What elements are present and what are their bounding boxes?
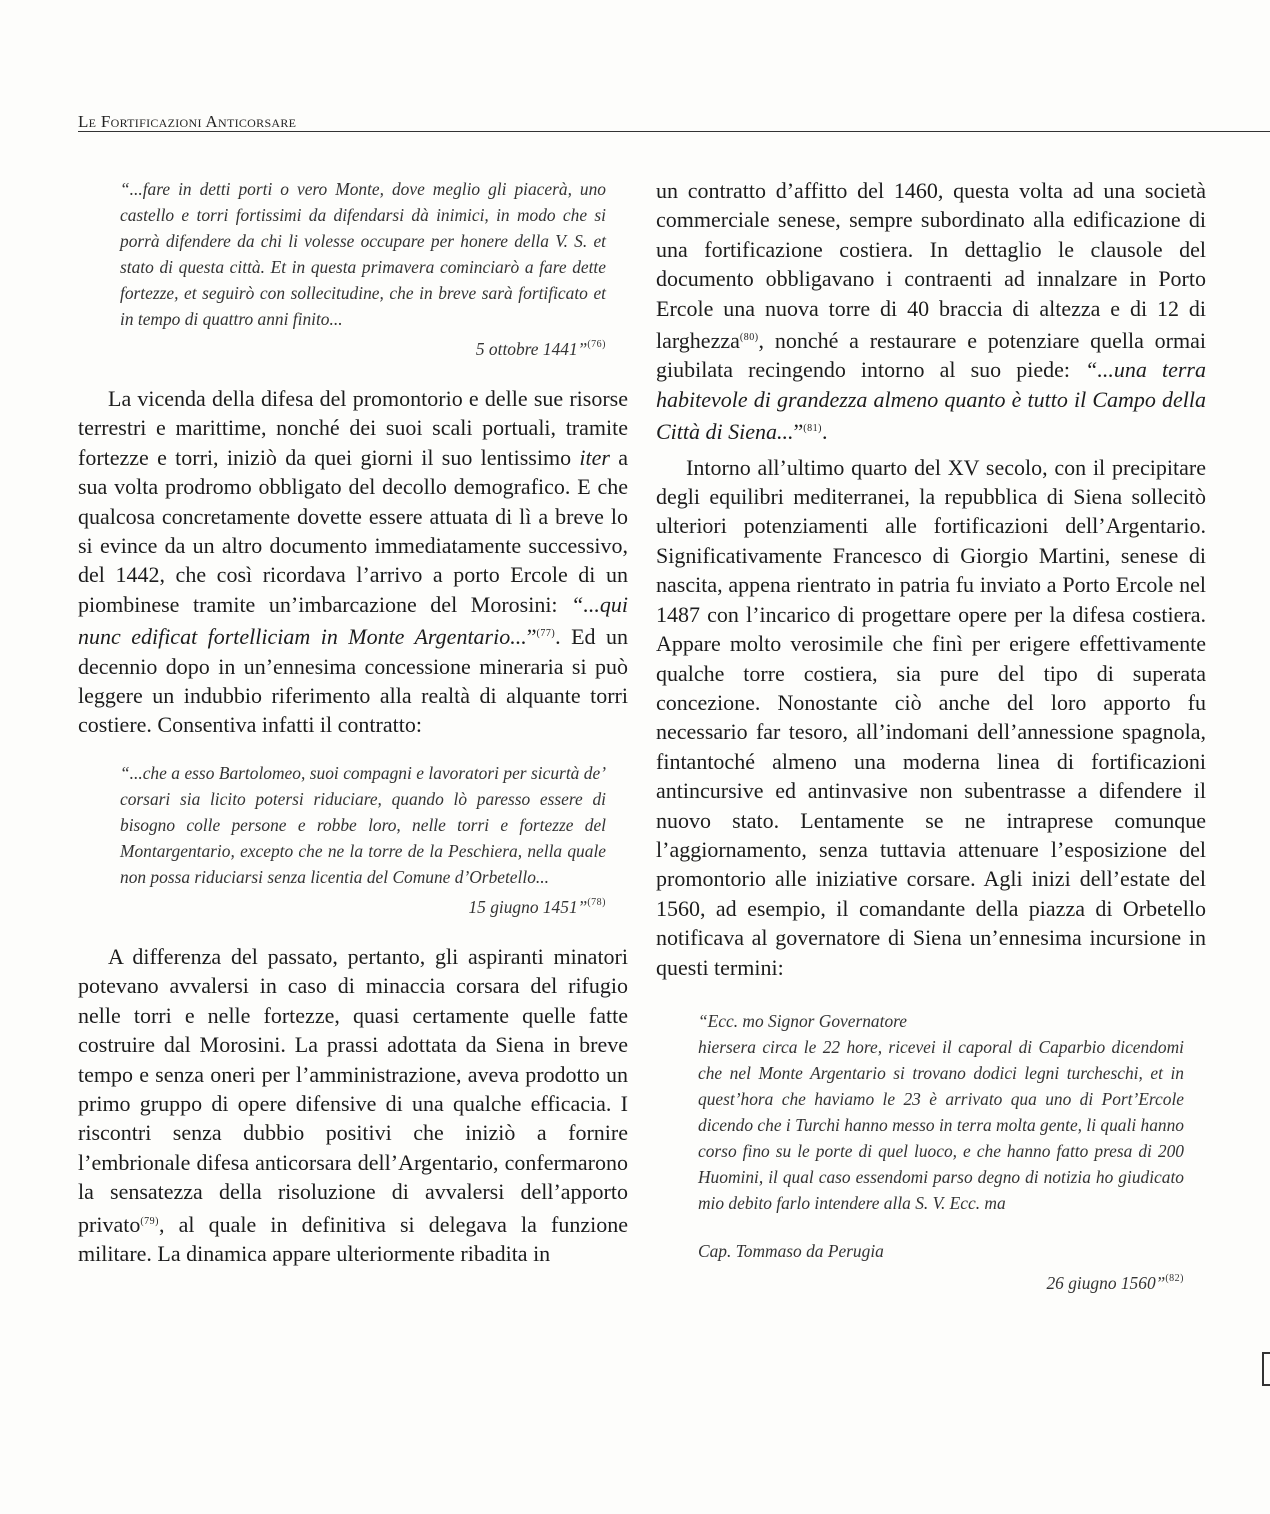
date-text: 26 giugno 1560” [1046,1272,1166,1293]
footnote-ref-80: (80) [739,332,759,344]
page-edge-bracket [1262,1352,1270,1386]
citation-close: ” [526,624,537,650]
quote-1560-date [656,1266,1184,1296]
para-text: . Ed un decennio dopo in un’ennesima concessione mineraria si può leggere un indubbio riferimento alla realtà di alquante torri costiere. Consentiva infatti il contratto: [78,624,628,738]
para-text: , nonché a restaurare e potenziare quella ormai giubilata recingendo intorno al suo piede: [656,328,1206,383]
quote-1560-signature: Cap. Tommaso da Perugia [698,1240,884,1261]
paragraph-differenza [78,942,628,1268]
para-text: A differenza del passato, pertanto, gli aspiranti minatori potevano avvalersi in caso di minaccia corsara del rifugio nelle torri e nelle fortezze, quasi certamente quelle fatte costruire dal Morosini. La prassi adottata da Siena in breve tempo e senza oneri per l’amministrazione, aveva prodotto un primo gruppo di opere difensive di una qualche efficacia. I riscontri senza dubbio positivi che iniziò a fornire l’embrionale difesa anticorsara dell’Argentario, confermarono la sensatezza della risoluzione di avvalersi dell’apporto privato [78,943,628,1237]
italic-iter: iter [579,444,610,470]
footnote-ref-76: (76) [587,339,606,350]
footnote-ref-77: (77) [536,628,556,640]
quote-1451-date [78,890,606,920]
para-text: La vicenda della difesa del promontorio e delle sue risorse terrestri e marittime, nonché dei suoi scali portuali, tramite fortezze e torri, iniziò da quei giorni il suo lentissimo [78,386,628,470]
para-text: un contratto d’affitto del 1460, questa volta ad una società commerciale senese, sempre subordinato alla edificazione di una fortificazione costiera. In dettaglio le clausole del documento obbligavano i contraenti ad innalzare in Porto Ercole una nuova torre di 40 braccia di altezza e di 12 di larghezza [656,178,1206,354]
quote-1441: “...fare in detti porti o vero Monte, dove meglio gli piacerà, uno castello e torri fortissimi da difendarsi dà inimici, in modo che si porrà difendere da chi li volesse occupare per honere della V. S. et stato di questa città. Et in questa primavera cominciarò a fare dette fortezze, et seguirò con sollecitudine, che in breve sarà fortificato et in tempo di quattro anni finito... [120,179,606,329]
quote-1451: “...che a esso Bartolomeo, suoi compagni e lavoratori per sicurtà de’ corsari sia licito potersi riduciare, quando lò paresso essere di bisogno colle persone e robbe loro, nelle torri e fortezze del Montargentario, excepto che ne la torre de la Peschiera, nella quale non possa riduciarsi senza licentia del Comune d’Orbetello... [120,762,606,887]
right-column [656,176,1206,1296]
paragraph-vicenda [78,384,628,740]
quote-1441-date [78,332,606,362]
footnote-ref-82: (82) [1165,1272,1184,1284]
footnote-ref-81: (81) [803,423,822,435]
paragraph-intorno: Intorno all’ultimo quarto del XV secolo, con il precipitare degli equilibri mediterranei, la repubblica di Siena sollecitò ulteriori potenziamenti alle fortificazioni dell’Argentario. Significativamente Francesco di Giorgio Martini, senese di nascita, appena rientrato in patria fu inviato a Porto Ercole nel 1487 con l’incarico di progettare opere per la difesa costiera. Appare molto verosimile che finì per erigere effettivamente qualche torre costiera, sia pure del tipo di superata concezione. Nonostante ciò anche del loro apporto fu necessario far tesoro, all’indomani dell’annessione spagnola, fintantoché almeno una moderna linea di fortificazioni antincursive ed antinvasive non subentrasse a difendere il nuovo stato. Lentamente se ne intraprese comunque l’aggiornamento, senza tuttavia attenuare l’esposizione del promontorio alle iniziative corsare. Agli inizi dell’estate del 1560, ad esempio, il comandante della piazza di Orbetello notificava al governatore di Siena un’ennesima incursione in questi termini: [656,454,1206,980]
citation-close: ” [793,419,804,445]
date-text: 15 giugno 1451” [468,896,588,917]
para-text: , al quale in definitiva si delegava la funzione militare. La dinamica appare ulteriormente ribadita in [78,1211,628,1266]
running-title: Le Fortificazioni Anticorsare [78,112,297,131]
header-rule [78,131,1270,132]
date-text: 5 ottobre 1441” [475,339,588,359]
citation-terra-habitevole: “...una terra habitevole di grandezza almeno quanto è tutto il Campo della Città di Siena... [656,357,1206,445]
footnote-ref-79: (79) [140,1215,159,1227]
citation-fortelliciam: “...qui nunc edificat fortelliciam in Monte Argentario... [78,591,628,650]
quote-1560-salutation: “Ecc. mo Signor Governatore [698,1010,907,1031]
left-column [78,176,628,1268]
footnote-ref-78: (78) [587,896,606,908]
para-text: a sua volta prodromo obbligato del decollo demografico. E che qualcosa concretamente dovette essere attuata di lì a breve lo si evince da un altro documento immediatamente successivo, del 1442, che così ricordava l’arrivo a porto Ercole di un piombinese tramite un’imbarcazione del Morosini: [78,444,629,617]
para-text: . [821,419,828,445]
quote-1560: hiersera circa le 22 hore, ricevei il caporal di Caparbio dicendomi che nel Monte Argentario si trovano dodici legni turcheschi, et in quest’hora che haviamo le 23 è arrivato qua uno di Port’Ercole dicendo che i Turchi hanno messo in terra molta gente, li quali hanno corso fino su le porte di quel luoco, e che hanno fatto presa di 200 Huomini, il qual caso essendomi parso degno di notizia ho giudicato mio debito farlo intendere alla S. V. Ecc. ma [698,1036,1184,1213]
paragraph-contratto [656,176,1206,447]
